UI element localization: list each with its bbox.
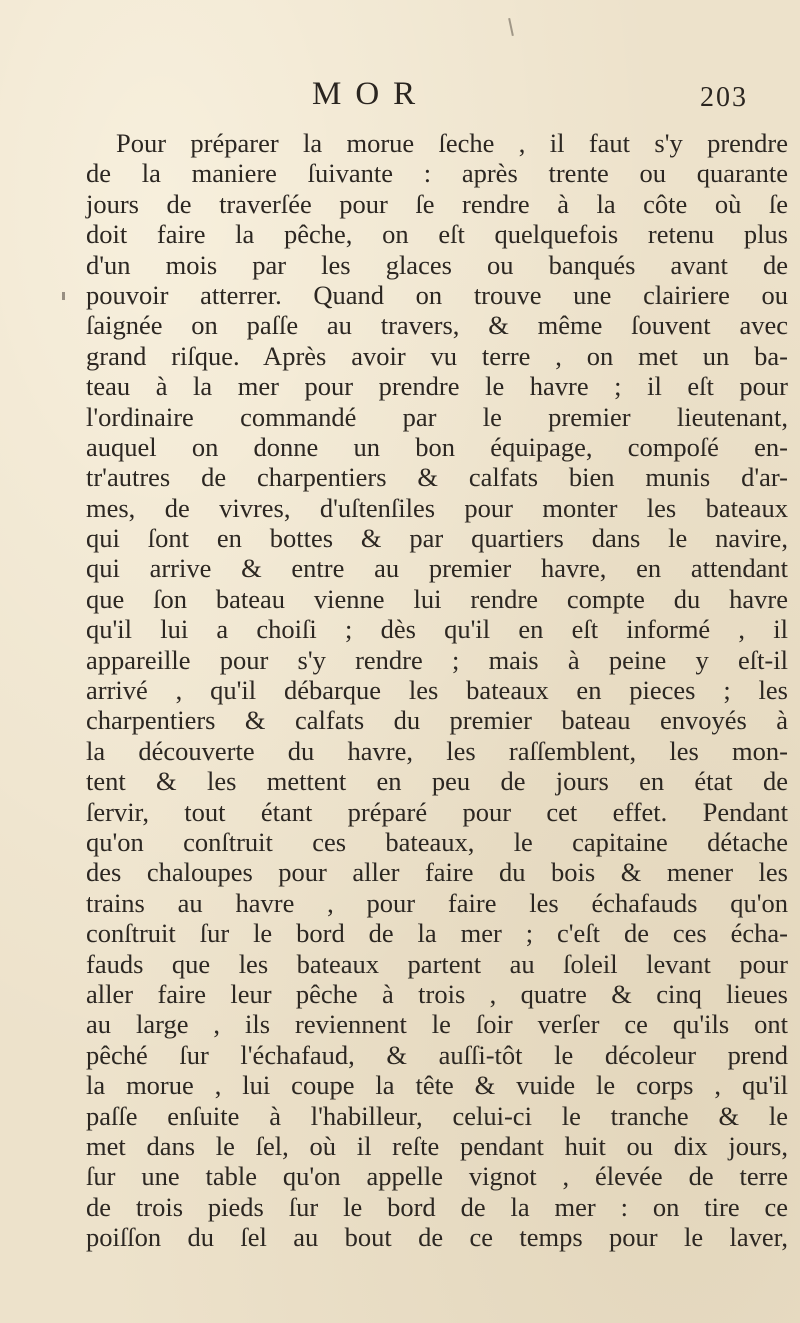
margin-mark <box>62 292 65 300</box>
text-line: jours de traverſée pour ſe rendre à la côte où ſe <box>86 188 788 219</box>
text-line: trains au havre , pour faire les échafauds qu'on <box>86 887 788 918</box>
text-line: Pour préparer la morue ſeche , il faut s'y prendre <box>116 128 788 158</box>
text-line: doit faire la pêche, on eſt quelquefois retenu plus <box>86 219 788 250</box>
text-line: mes, de vivres, d'uſtenſiles pour monter les bateaux <box>86 492 788 523</box>
text-line: la découverte du havre, les raſſemblent, les mon- <box>86 735 788 766</box>
text-line: tent & les mettent en peu de jours en état de <box>86 766 788 797</box>
text-line: arrivé , qu'il débarque les bateaux en pieces ; les <box>86 675 788 706</box>
running-head: MOR <box>312 76 430 112</box>
text-line: ſervir, tout étant préparé pour cet effet. Pendant <box>86 796 788 827</box>
text-line: que ſon bateau vienne lui rendre compte du havre <box>86 583 788 614</box>
page-number: 203 <box>700 82 748 113</box>
text-line: l'ordinaire commandé par le premier lieutenant, <box>86 401 788 432</box>
text-line: qu'on conſtruit ces bateaux, le capitaine détache <box>86 826 788 857</box>
text-line: paſſe enſuite à l'habilleur, celui-ci le tranche & le <box>86 1100 788 1131</box>
text-line: pouvoir atterrer. Quand on trouve une clairiere ou <box>86 279 788 310</box>
text-line: tr'autres de charpentiers & calfats bien munis d'ar- <box>86 462 788 493</box>
text-line: aller faire leur pêche à trois , quatre & cinq lieues <box>86 978 788 1009</box>
text-line: d'un mois par les glaces ou banqués avant de <box>86 249 788 280</box>
text-line: qu'il lui a choiſi ; dès qu'il en eſt informé , il <box>86 614 788 645</box>
text-line: poiſſon du ſel au bout de ce temps pour le laver, <box>86 1222 788 1253</box>
text-line: met dans le ſel, où il reſte pendant huit ou dix jours, <box>86 1130 788 1161</box>
ink-mark <box>508 18 514 36</box>
text-line: de la maniere ſuivante : après trente ou quarante <box>86 158 788 189</box>
text-line: qui ſont en bottes & par quartiers dans le navire, <box>86 523 788 554</box>
text-line: conſtruit ſur le bord de la mer ; c'eſt de ces écha- <box>86 918 788 949</box>
text-line: auquel on donne un bon équipage, compoſé en- <box>86 431 788 462</box>
text-line: pêché ſur l'échafaud, & auſſi-tôt le décoleur prend <box>86 1039 788 1070</box>
text-line: grand riſque. Après avoir vu terre , on met un ba- <box>86 340 788 371</box>
text-line: appareille pour s'y rendre ; mais à peine y eſt-il <box>86 644 788 675</box>
text-line: qui arrive & entre au premier havre, en attendant <box>86 553 788 584</box>
text-line: fauds que les bateaux partent au ſoleil levant pour <box>86 948 788 979</box>
text-line: ſaignée on paſſe au travers, & même ſouvent avec <box>86 310 788 341</box>
text-line: des chaloupes pour aller faire du bois & mener les <box>86 857 788 888</box>
text-line: teau à la mer pour prendre le havre ; il eſt pour <box>86 371 788 402</box>
text-line: ſur une table qu'on appelle vignot , élevée de terre <box>86 1161 788 1192</box>
page-header <box>0 68 800 124</box>
text-line: charpentiers & calfats du premier bateau envoyés à <box>86 705 788 736</box>
body-text <box>86 128 788 1252</box>
text-line: de trois pieds ſur le bord de la mer : on tire ce <box>86 1191 788 1222</box>
text-line: au large , ils reviennent le ſoir verſer ce qu'ils ont <box>86 1009 788 1040</box>
text-line: la morue , lui coupe la tête & vuide le corps , qu'il <box>86 1070 788 1101</box>
